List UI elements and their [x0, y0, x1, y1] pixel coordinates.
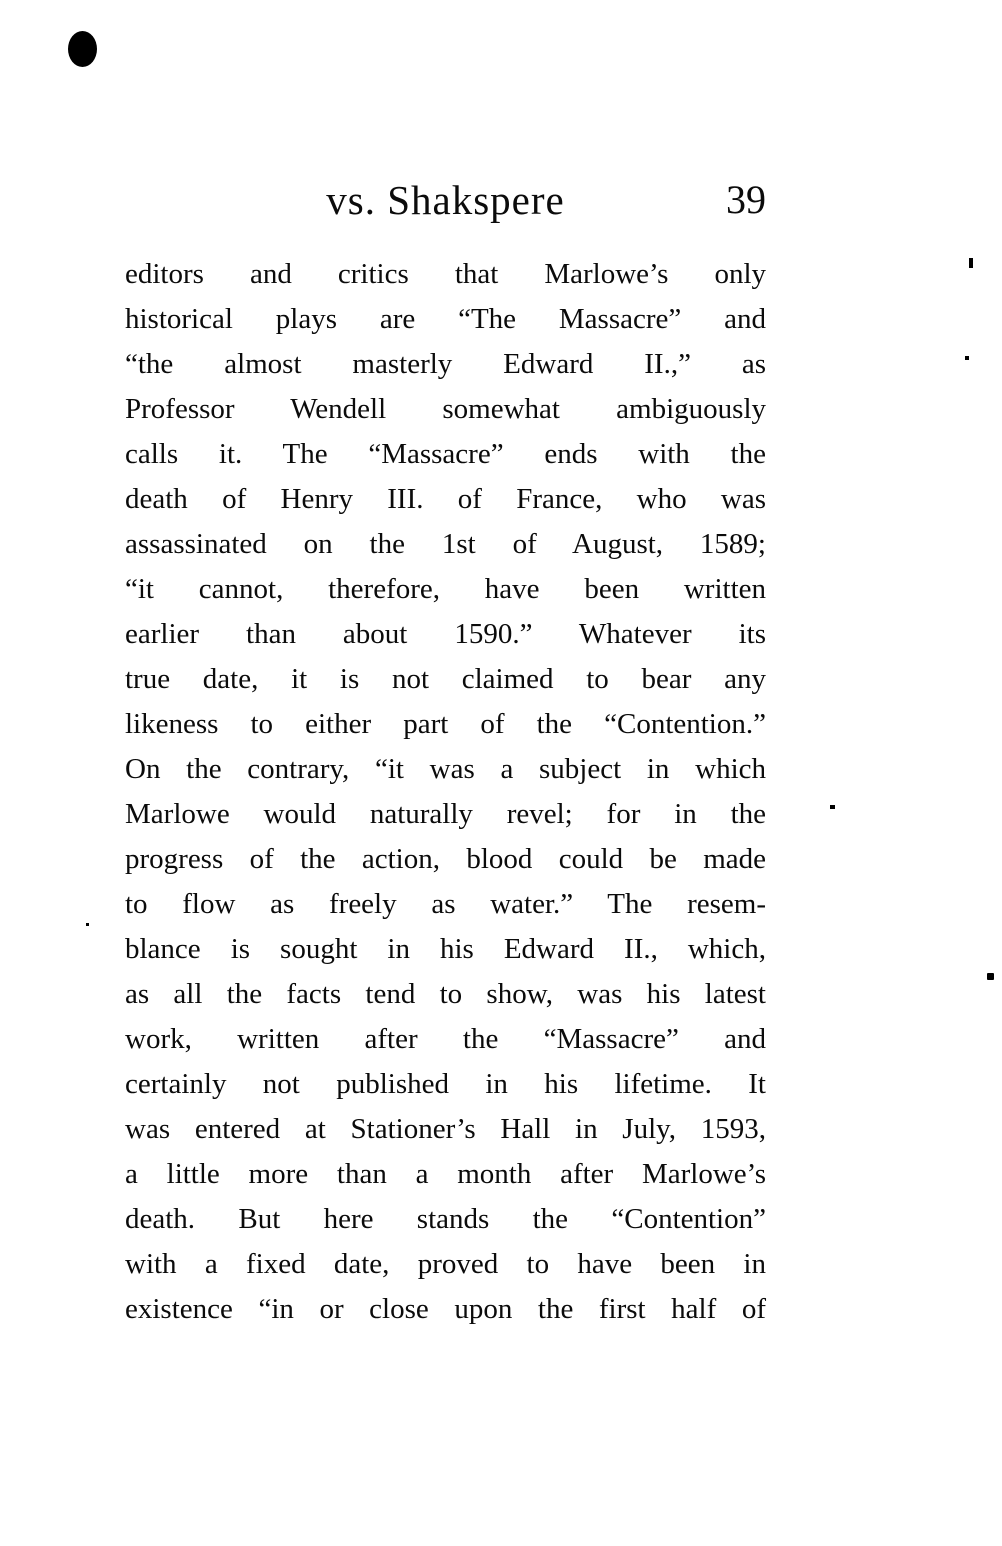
text-line: death of Henry III. of France, who was	[125, 483, 766, 515]
scan-artifact-dot	[68, 31, 97, 67]
text-line: existence “in or close upon the first half of	[125, 1293, 766, 1325]
scan-speck	[987, 973, 994, 980]
text-line: “it cannot, therefore, have been written	[125, 573, 766, 605]
text-line: work, written after the “Massacre” and	[125, 1023, 766, 1055]
text-line: earlier than about 1590.” Whatever its	[125, 618, 766, 650]
text-line: progress of the action, blood could be made	[125, 843, 766, 875]
text-line: true date, it is not claimed to bear any	[125, 663, 766, 695]
text-line: as all the facts tend to show, was his latest	[125, 978, 766, 1010]
running-header-title: vs. Shakspere	[326, 177, 565, 223]
text-line: editors and critics that Marlowe’s only	[125, 258, 766, 290]
running-header	[125, 172, 766, 228]
text-line: blance is sought in his Edward II., which,	[125, 933, 766, 965]
text-line: a little more than a month after Marlowe’s	[125, 1158, 766, 1190]
scan-speck	[830, 805, 835, 809]
text-line: to flow as freely as water.” The resem-	[125, 888, 766, 920]
text-line: On the contrary, “it was a subject in which	[125, 753, 766, 785]
text-line: assassinated on the 1st of August, 1589;	[125, 528, 766, 560]
text-line: death. But here stands the “Contention”	[125, 1203, 766, 1235]
text-line: Marlowe would naturally revel; for in the	[125, 798, 766, 830]
text-line: calls it. The “Massacre” ends with the	[125, 438, 766, 470]
body-text	[125, 252, 766, 1332]
text-line: “the almost masterly Edward II.,” as	[125, 348, 766, 380]
text-line: likeness to either part of the “Contention.”	[125, 708, 766, 740]
text-line: certainly not published in his lifetime. It	[125, 1068, 766, 1100]
text-line: historical plays are “The Massacre” and	[125, 303, 766, 335]
scan-speck	[86, 923, 89, 926]
scan-speck	[969, 258, 973, 268]
page-number: 39	[726, 177, 766, 222]
text-line: with a fixed date, proved to have been in	[125, 1248, 766, 1280]
scan-speck	[965, 356, 969, 360]
text-line: was entered at Stationer’s Hall in July, 1593,	[125, 1113, 766, 1145]
text-line: Professor Wendell somewhat ambiguously	[125, 393, 766, 425]
